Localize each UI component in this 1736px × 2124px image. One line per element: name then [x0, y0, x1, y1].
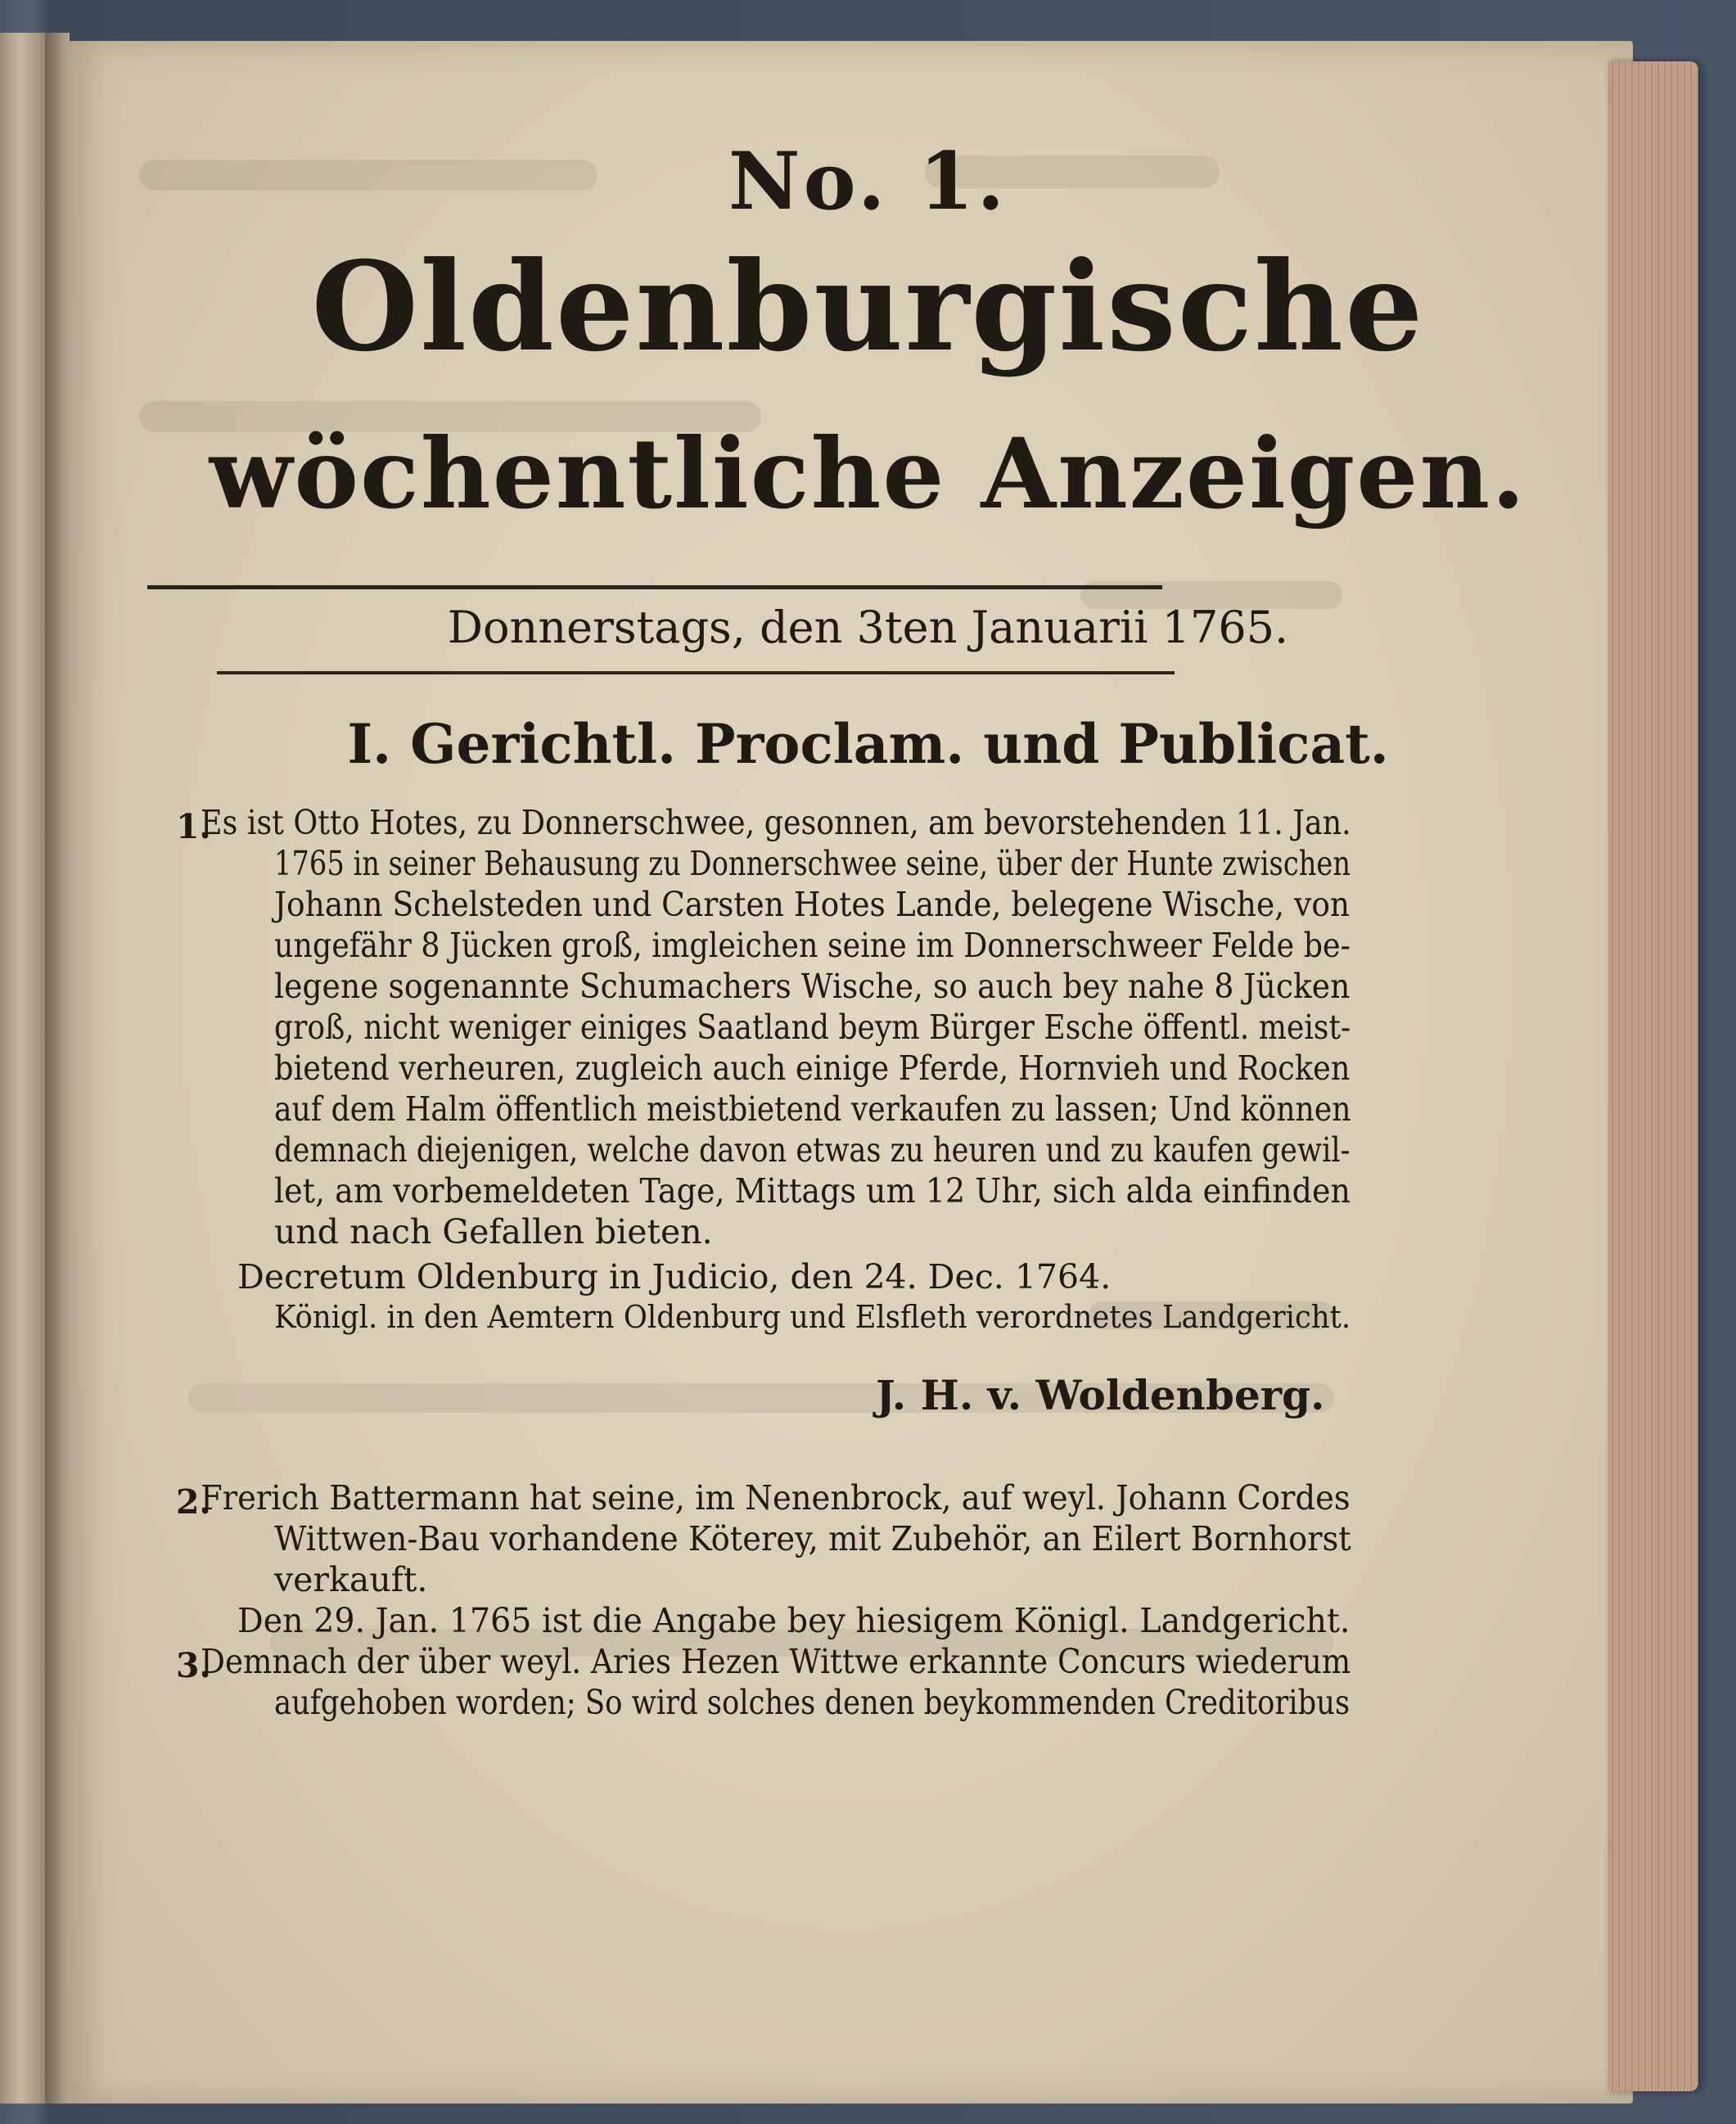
- notice-line: legene sogenannte Schumachers Wische, so auch bey nahe 8 Jücken: [274, 967, 1350, 1006]
- notice-line: let, am vorbemeldeten Tage, Mittags um 12 Uhr, sich alda einfinden: [274, 1171, 1351, 1211]
- notice-line: bietend verheuren, zugleich auch einige Pferde, Hornvieh und Rocken: [274, 1048, 1350, 1088]
- notice-line: Johann Schelsteden und Carsten Hotes Lande, belegene Wische, von: [274, 885, 1350, 924]
- date-rule: [217, 671, 1175, 674]
- notice-line: groß, nicht weniger einiges Saatland beym Bürger Esche öffentl. meist-: [274, 1008, 1351, 1047]
- notice-line: 1765 in seiner Behausung zu Donnerschwee seine, über der Hunte zwischen: [274, 844, 1351, 883]
- notice-line: ungefähr 8 Jücken groß, imgleichen seine im Donnerschweer Felde be-: [274, 926, 1350, 965]
- notice-line: und nach Gefallen bieten.: [274, 1212, 713, 1251]
- masthead-title-line1: Oldenburgische: [311, 235, 1425, 379]
- notice-line: Wittwen-Bau vorhandene Köterey, mit Zubehör, an Eilert Bornhorst: [274, 1519, 1351, 1558]
- notice-line: Es ist Otto Hotes, zu Donnerschwee, gesonnen, am bevorstehenden 11. Jan.: [201, 803, 1351, 842]
- masthead-rule: [147, 585, 1162, 589]
- issue-date: Donnerstags, den 3ten Januarii 1765.: [447, 602, 1289, 653]
- signature: J. H. v. Woldenberg.: [876, 1371, 1325, 1419]
- court-line: Königl. in den Aemtern Oldenburg und Elsfleth verordnetes Landgericht.: [274, 1299, 1351, 1335]
- notice-number: 2.: [176, 1482, 211, 1522]
- masthead-title-line2: wöchentliche Anzeigen.: [209, 417, 1527, 530]
- notice-number: 3.: [176, 1646, 211, 1685]
- issue-number: No. 1.: [728, 135, 1008, 228]
- notice-line: demnach diejenigen, welche davon etwas zu heuren und zu kaufen gewil-: [274, 1130, 1350, 1170]
- section-heading: I. Gerichtl. Proclam. und Publicat.: [347, 712, 1389, 776]
- notice-line: aufgehoben worden; So wird solches denen beykommenden Creditoribus: [274, 1683, 1350, 1722]
- notice-line: verkauft.: [274, 1560, 428, 1599]
- notice-line: auf dem Halm öffentlich meistbietend verkaufen zu lassen; Und können: [274, 1089, 1351, 1129]
- notice-line: Frerich Battermann hat seine, im Nenenbrock, auf weyl. Johann Cordes: [201, 1478, 1350, 1517]
- notice-line: Demnach der über weyl. Aries Hezen Wittwe erkannte Concurs wiederum: [201, 1642, 1351, 1681]
- deadline-line: Den 29. Jan. 1765 ist die Angabe bey hiesigem Königl. Landgericht.: [237, 1601, 1350, 1640]
- notice-number: 1.: [176, 807, 211, 846]
- decree-line: Decretum Oldenburg in Judicio, den 24. Dec. 1764.: [237, 1257, 1111, 1296]
